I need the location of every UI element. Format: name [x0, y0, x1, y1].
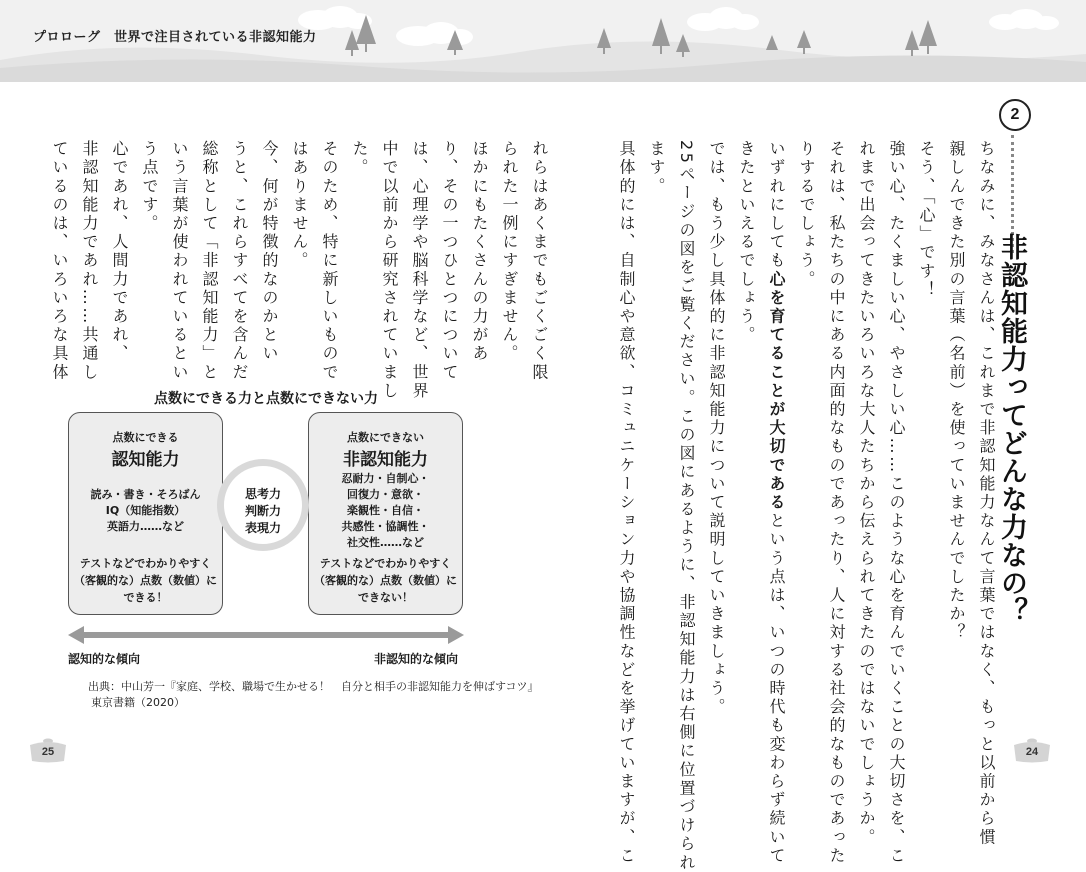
list-item: 社交性……など — [347, 536, 424, 549]
axis-label-left: 認知的な傾向 — [68, 652, 141, 666]
paragraph: 今、何が特徴的なのかとい うと、これらすべてを含んだ 総称として「非認知能力」と いう言葉が使われているとい う点です。 — [140, 140, 279, 382]
overlap-item: 判断力 — [244, 504, 281, 518]
page-number-left: 25 — [28, 737, 68, 767]
non-cognitive-ability-box — [308, 412, 463, 615]
list-item: 忍耐力・自制心・ — [341, 472, 430, 485]
paragraph: れらはあくまでもごくごく限 られた一例にすぎません。 — [500, 140, 549, 382]
list-item: 読み・書き・そろばん — [90, 488, 201, 501]
diagram-title: 点数にできる力と点数にできない力 — [154, 391, 378, 407]
cognitive-ability-box — [68, 412, 223, 615]
box-subtitle: 点数にできない — [347, 431, 424, 444]
page-header — [0, 0, 1086, 82]
chapter-title: プロローグ 世界で注目されている非認知能力 — [33, 30, 317, 45]
paragraph: そう、「心」です！ — [917, 140, 936, 300]
list-item: 共感性・協調性・ — [341, 520, 430, 533]
list-item: 楽観性・自信・ — [347, 504, 424, 517]
paragraph: ちなみに、みなさんは、これまで非認知能力なんて言葉ではなく、もっと以前から慣 親しんできた別の言葉（名前）を使っていませんでしたか？ — [947, 140, 996, 847]
paragraph: そのため、特に新しいもので はありません。 — [290, 140, 339, 382]
list-item: 回復力・意欲・ — [347, 488, 424, 501]
list-item: 英語力……など — [107, 520, 184, 533]
box-subtitle: 点数にできる — [112, 431, 179, 444]
box-title: 非認知能力 — [343, 450, 428, 470]
paragraph: では、もう少し具体的に非認知能力について説明していきましょう。 25ページの図をご覧ください。この図にあるように、非認知能力は右側に位置づけられ ます。 — [647, 140, 726, 872]
list-item: IQ（知能指数） — [105, 504, 186, 517]
overlap-item: 思考力 — [244, 487, 281, 501]
right-page-body — [611, 140, 1031, 872]
section-number: 2 — [999, 99, 1031, 131]
emphasis-text: 心を育てることが大切である — [767, 270, 786, 513]
paragraph: 強い心、たくましい心、やさしい心……このような心を育んでいくことの大切さを、こ れまで出会ってきたいろいろな大人たちから伝えられてきたのではないでしょうか。 — [857, 140, 906, 866]
paragraph: 具体的には、自制心や意欲、コミュニケーション力や協調性などを挙げていますが、こ — [617, 140, 636, 866]
box-note: テストなどでわかりやすく （客観的な）点数（数値）に できない！ — [314, 557, 457, 604]
double-arrow — [68, 626, 464, 644]
box-note: テストなどでわかりやすく （客観的な）点数（数値）に できる！ — [74, 557, 217, 604]
paragraph: それは、私たちの中にある内面的なものであったり、人に対する社会的なものであった りするでしょう。 — [797, 140, 846, 866]
paragraph: いずれにしても心を育てることが大切であるという点は、いつの時代も変わらず続いて きたといえるでしょう。 — [737, 140, 786, 866]
box-item-list — [309, 471, 462, 551]
source-citation: 出典：中山芳一『家庭、学校、職場で生かせる！ 自分と相手の非認知能力を伸ばすコツ』 東京書籍（2020） — [88, 680, 539, 709]
overlap-item: 表現力 — [244, 521, 281, 535]
box-item-list — [69, 487, 222, 535]
paragraph: ほかにもたくさんの力があ り、その一つひとつについて は、心理学や脳科学など、世界 中で以前から研究されていまし た。 — [350, 140, 489, 401]
page-number-right: 24 — [1012, 737, 1052, 767]
overlap-circle — [217, 459, 309, 551]
box-title: 認知能力 — [111, 450, 180, 470]
paragraph: 心であれ、人間力であれ、 非認知能力であれ……共通し ているのは、いろいろな具体 — [50, 140, 129, 382]
section-heading: 非認知能力ってどんな力なの？ — [996, 233, 1027, 625]
axis-label-right: 非認知的な傾向 — [374, 652, 459, 666]
